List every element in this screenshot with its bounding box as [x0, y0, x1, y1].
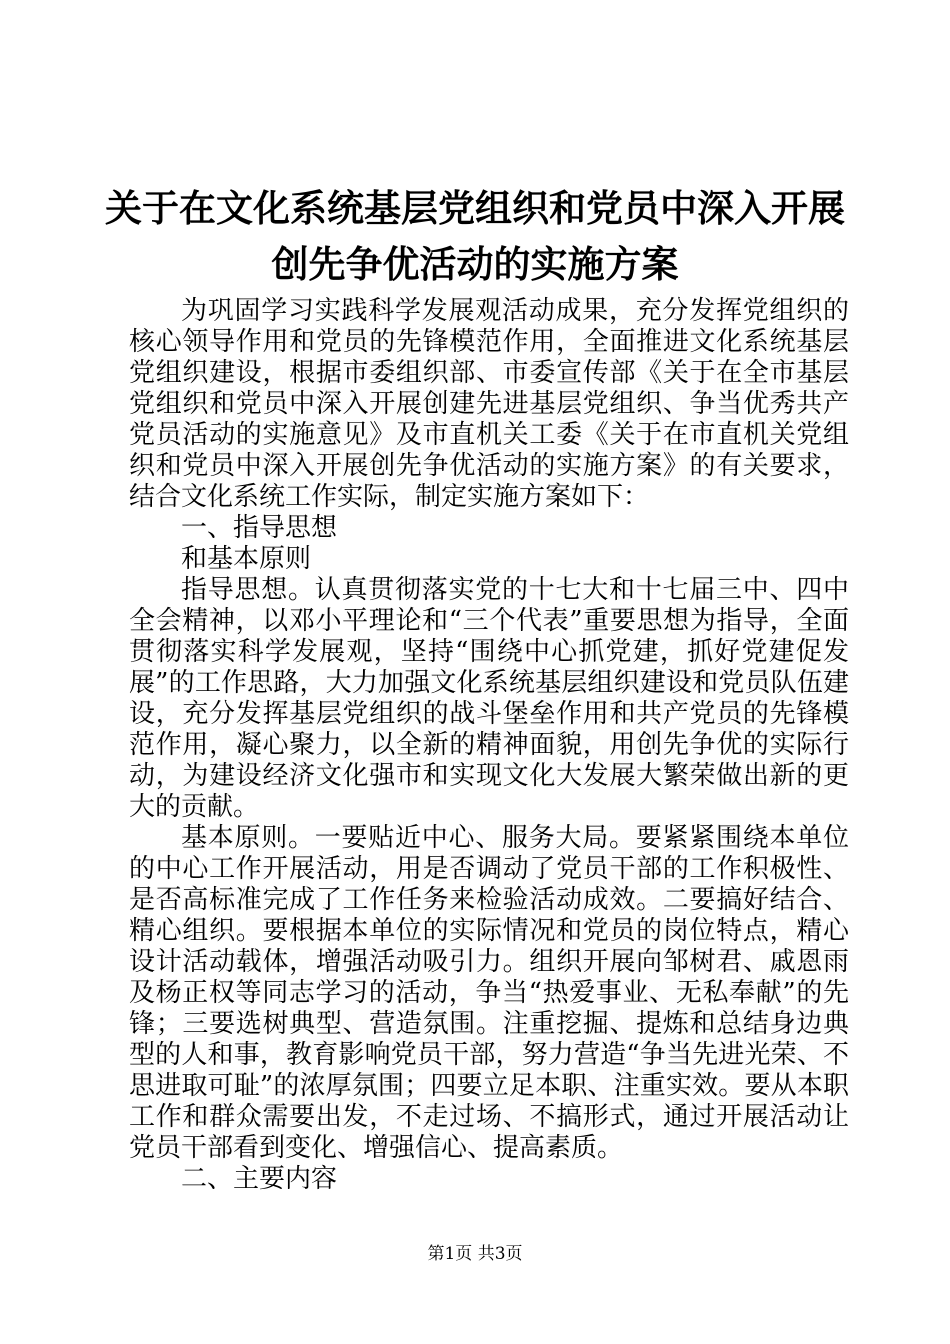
section-heading-basic-principles: 和基本原则: [181, 544, 312, 574]
guiding-thought-paragraph: 指导思想。认真贯彻落实党的十七大和十七届三中、四中全会精神，以邓小平理论和“三个代表”重要思想为指导，全面贯彻落实科学发展观，坚持“围绕中心抓党建，抓好党建促发展”的工作思路，大力加强文化系统基层组织建设和党员队伍建设，充分发挥基层党组织的战斗堡垒作用和共产党员的先锋模范作用，凝心聚力，以全新的精神面貌，用创先争优的实际行动，为建设经济文化强市和实现文化大发展大繁荣做出新的更大的贡献。: [129, 575, 849, 822]
page-number-footer: 第1页 共3页: [427, 1244, 523, 1264]
section-heading-guiding-thought: 一、指导思想: [181, 513, 338, 543]
section-heading-main-content: 二、主要内容: [181, 1164, 338, 1194]
basic-principles-paragraph: 基本原则。一要贴近中心、服务大局。要紧紧围绕本单位的中心工作开展活动，用是否调动了党员干部的工作积极性、是否高标准完成了工作任务来检验活动成效。二要搞好结合、精心组织。要根据本单位的实际情况和党员的岗位特点，精心设计活动载体，增强活动吸引力。组织开展向邹树君、戚恩雨及杨正权等同志学习的活动，争当“热爱事业、无私奉献”的先锋；三要选树典型、营造氛围。注重挖掘、提炼和总结身边典型的人和事，教育影响党员干部，努力营造“争当先进光荣、不思进取可耻”的浓厚氛围；四要立足本职、注重实效。要从本职工作和群众需要出发，不走过场、不搞形式，通过开展活动让党员干部看到变化、增强信心、提高素质。: [129, 823, 849, 1163]
document-body: [129, 296, 849, 1195]
document-title-line-1: 关于在文化系统基层党组织和党员中深入开展: [105, 186, 845, 230]
intro-paragraph: 为巩固学习实践科学发展观活动成果，充分发挥党组织的核心领导作用和党员的先锋模范作用，全面推进文化系统基层党组织建设，根据市委组织部、市委宣传部《关于在全市基层党组织和党员中深入开展创建先进基层党组织、争当优秀共产党员活动的实施意见》及市直机关工委《关于在市直机关党组织和党员中深入开展创先争优活动的实施方案》的有关要求，结合文化系统工作实际，制定实施方案如下：: [129, 296, 849, 512]
document-title-line-2: 创先争优活动的实施方案: [271, 242, 679, 286]
